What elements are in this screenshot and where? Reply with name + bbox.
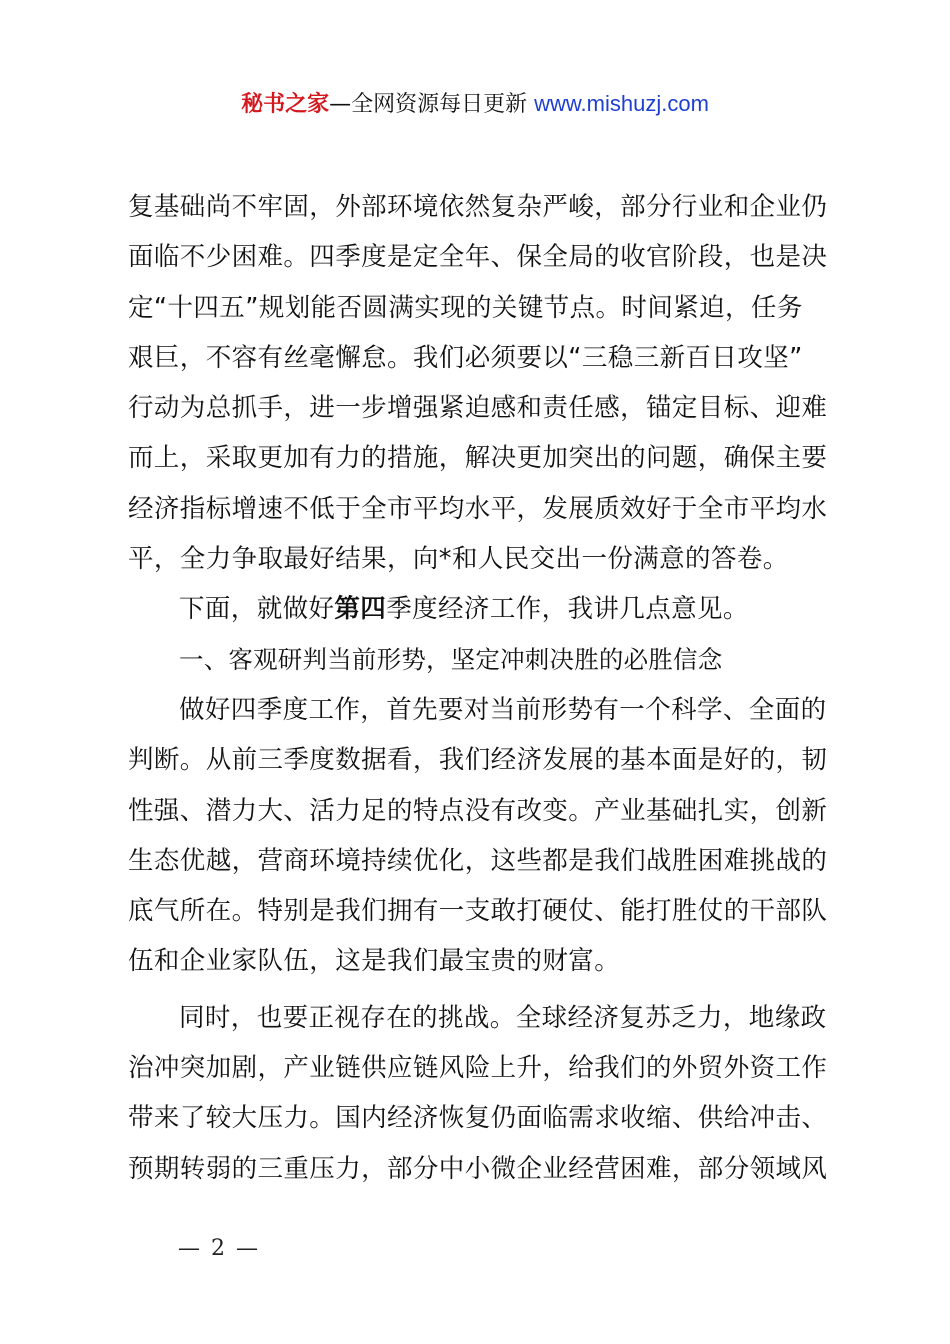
- paragraph-1: [128, 182, 848, 584]
- page-number: — 2 —: [178, 1236, 260, 1261]
- text-line: 性强、潜力大、活力足的特点没有改变。产业基础扎实，创新: [128, 795, 828, 826]
- text-line: 带来了较大压力。国内经济恢复仍面临需求收缩、供给冲击、: [128, 1103, 828, 1134]
- site-url-link[interactable]: www.mishuzj.com: [534, 91, 709, 116]
- text-line: 治冲突加剧，产业链供应链风险上升，给我们的外贸外资工作: [128, 1053, 828, 1084]
- text-line: 同时，也要正视存在的挑战。全球经济复苏乏力，地缘政: [179, 1002, 827, 1033]
- intro-text-after: 季度经济工作，我讲几点意见。: [386, 594, 749, 625]
- paragraph-3: [128, 993, 848, 1194]
- text-line: 做好四季度工作，首先要对当前形势有一个科学、全面的: [179, 694, 827, 725]
- text-line: 经济指标增速不低于全市平均水平，发展质效好于全市平均水: [128, 493, 828, 524]
- text-line: 面临不少困难。四季度是定全年、保全局的收官阶段，也是决: [128, 242, 828, 273]
- text-line: 平，全力争取最好结果，向*和人民交出一份满意的答卷。: [128, 544, 789, 575]
- text-line: 生态优越，营商环境持续优化，这些都是我们战胜困难挑战的: [128, 845, 828, 876]
- text-line: 伍和企业家队伍，这是我们最宝贵的财富。: [128, 946, 621, 977]
- paragraph-2: [128, 685, 848, 987]
- text-line: 艰巨，不容有丝毫懈怠。我们必须要以“三稳三新百日攻坚”: [128, 342, 803, 373]
- site-tagline: —全网资源每日更新: [329, 92, 535, 117]
- document-body: [128, 182, 848, 1194]
- site-brand-name: 秘书之家: [241, 92, 330, 117]
- site-banner: [0, 88, 950, 121]
- text-line: 判断。从前三季度数据看，我们经济发展的基本面是好的，韧: [128, 745, 828, 776]
- text-line: 预期转弱的三重压力，部分中小微企业经营困难，部分领域风: [128, 1153, 828, 1184]
- intro-paragraph: [128, 584, 848, 634]
- text-line: 而上，采取更加有力的措施，解决更加突出的问题，确保主要: [128, 443, 828, 474]
- text-line: 底气所在。特别是我们拥有一支敢打硬仗、能打胜仗的干部队: [128, 896, 828, 927]
- text-line: 定“十四五”规划能否圆满实现的关键节点。时间紧迫，任务: [128, 292, 803, 323]
- intro-text-before: 下面，就做好: [179, 594, 335, 625]
- section-heading: 一、客观研判当前形势，坚定冲刺决胜的必胜信念: [179, 644, 723, 674]
- text-line: 复基础尚不牢固，外部环境依然复杂严峻，部分行业和企业仍: [128, 192, 828, 222]
- text-line: 行动为总抓手，进一步增强紧迫感和责任感，锚定目标、迎难: [128, 393, 828, 424]
- intro-text-bold: 第四: [334, 594, 387, 625]
